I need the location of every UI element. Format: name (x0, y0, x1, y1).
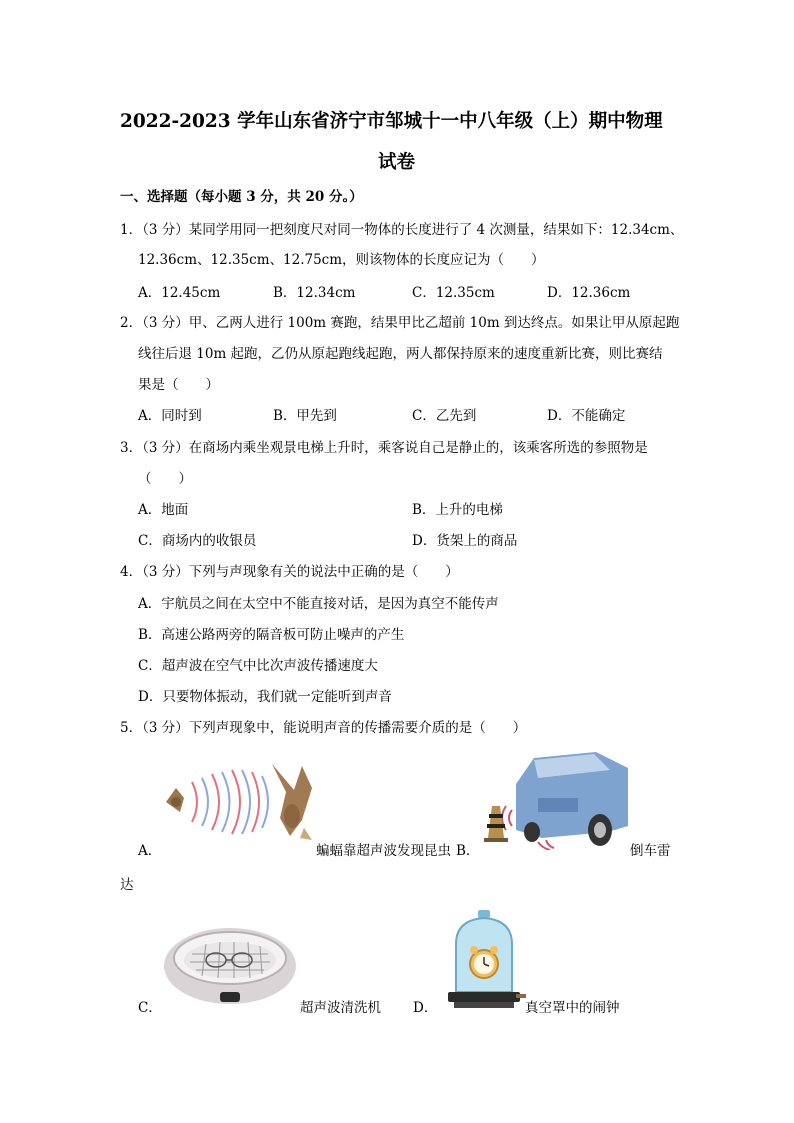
reversing-radar-image (476, 748, 630, 850)
q2-stem-line-3: 果是（ ） (138, 377, 219, 393)
q4-stem-line-1: 4．（3 分）下列与声现象有关的说法中正确的是（ ） (120, 564, 459, 580)
q1-option-b: B．12.34cm (273, 285, 356, 301)
bat-ultrasound-illustration (162, 758, 314, 850)
q3-option-c: C．商场内的收银员 (138, 533, 257, 549)
q5-option-d-letter: D． (413, 1000, 438, 1016)
q1-option-a: A．12.45cm (138, 285, 221, 301)
q5-option-b-caption-wrap: 达 (120, 877, 134, 893)
q3-option-a: A．地面 (138, 502, 189, 518)
reversing-car-illustration (476, 748, 630, 850)
title-line-2: 试卷 (378, 152, 416, 173)
section-heading: 一、选择题（每小题 3 分，共 20 分。） (120, 189, 363, 205)
q3-option-d: D．货架上的商品 (412, 533, 518, 549)
q3-stem-line-1: 3．（3 分）在商场内乘坐观景电梯上升时，乘客说自己是静止的，该乘客所选的参照物是 (120, 440, 648, 456)
q4-option-b: B．高速公路两旁的隔音板可防止噪声的产生 (138, 627, 405, 643)
q3-option-b: B．上升的电梯 (412, 502, 503, 518)
q4-option-d: D．只要物体振动，我们就一定能听到声音 (138, 689, 392, 705)
q1-stem-line-2: 12.36cm、12.35cm、12.75cm，则该物体的长度应记为（ ） (138, 252, 545, 268)
q4-option-c: C．超声波在空气中比次声波传播速度大 (138, 658, 378, 674)
q3-stem-line-2: （ ） (138, 471, 192, 487)
q5-option-c-caption: 超声波清洗机 (300, 1000, 381, 1016)
bat-ultrasound-image (162, 758, 314, 850)
q1-option-d: D．12.36cm (547, 285, 631, 301)
q5-stem-line-1: 5．（3 分）下列声现象中，能说明声音的传播需要介质的是（ ） (120, 720, 527, 736)
q5-option-a-letter: A． (138, 843, 162, 859)
q2-option-a: A．同时到 (138, 408, 202, 424)
q1-stem-line-1: 1．（3 分）某同学用同一把刻度尺对同一物体的长度进行了 4 次测量，结果如下：12.34cm、 (120, 222, 684, 238)
q2-option-d: D．不能确定 (547, 408, 626, 424)
q5-option-b-caption: 倒车雷 (630, 843, 671, 859)
q4-option-a: A．宇航员之间在太空中不能直接对话，是因为真空不能传声 (138, 596, 499, 612)
q2-stem-line-2: 线往后退 10m 起跑，乙仍从原起跑线起跑，两人都保持原来的速度重新比赛，则比赛结 (138, 346, 663, 362)
q2-option-b: B．甲先到 (273, 408, 337, 424)
vacuum-bell-jar-image (442, 908, 526, 1010)
title-line-1: 2022-2023 学年山东省济宁市邹城十一中八年级（上）期中物理 (120, 111, 663, 132)
ultrasonic-cleaner-image (162, 918, 298, 1010)
q5-option-d-caption: 真空罩中的闹钟 (525, 1000, 620, 1016)
q5-option-c-letter: C． (138, 1000, 162, 1016)
ultrasonic-cleaner-illustration (162, 918, 298, 1010)
bell-jar-clock-illustration (442, 908, 526, 1010)
q5-option-b-letter: B． (456, 843, 480, 859)
q5-option-a-caption: 蝙蝠靠超声波发现昆虫 (316, 843, 451, 859)
q1-option-c: C．12.35cm (412, 285, 495, 301)
q2-stem-line-1: 2．（3 分）甲、乙两人进行 100m 赛跑，结果甲比乙超前 10m 到达终点。如果让甲从原起跑 (120, 315, 680, 331)
q2-option-c: C．乙先到 (412, 408, 477, 424)
